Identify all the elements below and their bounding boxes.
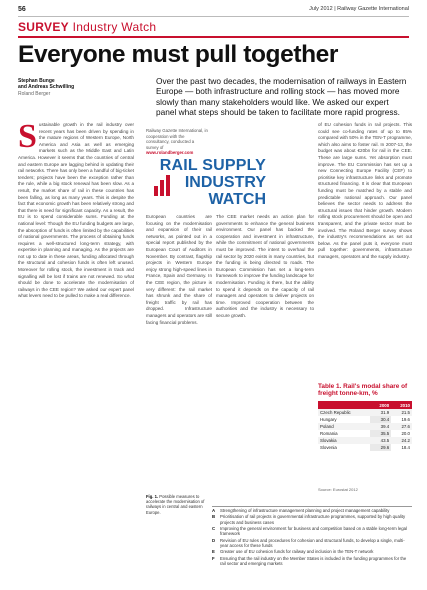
recommendations-list bbox=[212, 508, 412, 567]
rec-letter: D bbox=[212, 537, 216, 543]
author-second: Andreas Schwilling bbox=[28, 84, 75, 91]
table-cell-2010: 18.4 bbox=[401, 445, 410, 450]
table-header-2000: 2000 bbox=[370, 401, 391, 409]
table-header-2010: 2010 bbox=[391, 401, 412, 409]
table-cell-2000: 31.9 bbox=[370, 409, 391, 416]
table-cell-country: Slovenia bbox=[320, 445, 337, 450]
body-column-2: European countries are focusing on the modernisation and expansion of their rail networks, as pointed out in a special report published by the European Court of Auditors in November. By contrast, flagship projects in Western Europe enjoy strong high-speed lines in France, Spain and Germany. In the CEE region, the picture is very different: the rail market has shrunk and the share of freight traffic by rail has dropped. Infrastructure managers and operators are still facing financial problems. bbox=[146, 214, 212, 325]
table-row bbox=[318, 430, 412, 437]
body-column-1-text: ustainable growth in the rail industry over recent years has been driven by spending in the mature regions of Western Europe, North America and Asia as well as emerging markets such as the Middle East and Latin America. However it seems that the countries of central and eastern Europe are lagging behind in updating their rail networks. There has only been a handful of big-ticket tenders; projects have been the exception rather than the rule, while a big stock renewal has been slow. As a result, the market share of rail in these countries has been falling, as long as many years. This is despite the fact that economic growth has been relatively strong and that there is need for significant capacity. As a result, the EU is to spend considerable sums. Funding at the national level: Though the EU funding budgets are large, the absorption of funds is often limited by the capabilities of national governments. The process of obtaining funds requires a well-structured long-term strategy, with expertise in planning and managing. As the projects are not up to date in these areas, funding allocated through the structural and cohesion funds is often left unused. Moreover for rolling stock, the investment in track and signalling will be lost if trains are not renewed. So what should be done to accelerate the modernisation of railways in the CEE region? We asked our expert panel what levers need to be pulled to make a real difference. bbox=[18, 122, 134, 299]
figure-caption-text: Possible measures to accelerate the modernisation of railways in central and eastern Europe. bbox=[146, 494, 205, 515]
section-name: SURVEY bbox=[18, 20, 69, 34]
list-item bbox=[212, 508, 412, 513]
table-cell-2000: 43.5 bbox=[370, 437, 391, 444]
rec-text: Improving the general environment for business and competition based on a stable long-term legal framework bbox=[220, 525, 408, 537]
logo-line-1: RAIL SUPPLY bbox=[159, 157, 266, 174]
headline: Everyone must pull together bbox=[18, 41, 339, 68]
issue-line: July 2012 | Railway Gazette International bbox=[309, 6, 409, 12]
table-cell-2010: 19.6 bbox=[401, 417, 410, 422]
table-cell-2010: 24.2 bbox=[391, 437, 412, 444]
author-and: and bbox=[18, 84, 27, 91]
table-cell-country: Czech Republic bbox=[318, 409, 370, 416]
author-role: Roland Berger bbox=[18, 90, 51, 97]
table-cell-2000: 35.5 bbox=[370, 430, 391, 437]
table-row bbox=[318, 437, 412, 444]
header-rule bbox=[18, 16, 409, 17]
table-cell-country: Romania bbox=[320, 431, 338, 436]
table-cell-country: Slovakia bbox=[318, 437, 370, 444]
section-subname: Industry Watch bbox=[72, 20, 157, 34]
rec-letter: A bbox=[212, 508, 216, 513]
section-label bbox=[18, 20, 156, 34]
recommendations-rule bbox=[212, 506, 412, 507]
table-row bbox=[318, 416, 412, 423]
section-rule bbox=[18, 36, 409, 38]
rec-letter: C bbox=[212, 525, 216, 531]
rec-text: Revision of EU rules and procedures for cohesion and structural funds, to develop a single, multi-year access for these funds bbox=[220, 537, 405, 548]
table-cell-2010: 20.0 bbox=[401, 431, 410, 436]
table-cell-2010: 27.6 bbox=[391, 423, 412, 430]
table-cell-country: Poland bbox=[318, 423, 370, 430]
modal-share-table bbox=[318, 401, 412, 451]
table-header-row bbox=[318, 401, 412, 409]
rec-letter: B bbox=[212, 514, 216, 520]
table-row bbox=[318, 409, 412, 416]
rec-letter: F bbox=[212, 555, 215, 561]
body-column-1 bbox=[18, 122, 134, 590]
table-cell-2000: 29.6 bbox=[370, 444, 391, 451]
list-item bbox=[212, 549, 412, 554]
page-number: 56 bbox=[18, 6, 26, 13]
figure-label: Fig. 1. bbox=[146, 494, 159, 499]
author-1: Stephan Bunge bbox=[18, 78, 55, 84]
table-row bbox=[318, 444, 412, 451]
rec-text: Ensuring that the rail industry on the Member States is included in the funding programmes for the rail sector and emerging markets bbox=[220, 555, 407, 566]
byline bbox=[18, 78, 158, 97]
recommendations-panel bbox=[146, 494, 412, 584]
table-cell-2000: 39.4 bbox=[370, 423, 391, 430]
sidenote-link[interactable]: www.rolandberger.com bbox=[146, 150, 194, 156]
table-row bbox=[318, 423, 412, 430]
list-item bbox=[212, 556, 412, 566]
table-title: Table 1. Rail's modal share of freight tonne-km, % bbox=[318, 383, 408, 398]
list-item bbox=[212, 514, 412, 524]
rec-letter: E bbox=[212, 549, 215, 555]
table-cell-2000: 30.4 bbox=[370, 416, 391, 423]
rec-text: Prioritisation of rail projects in governmental infrastructure programmes, supported by high quality projects and business cases bbox=[220, 514, 406, 525]
logo-bars-icon bbox=[152, 174, 192, 198]
table-cell-country: Hungary bbox=[320, 417, 337, 422]
figure-caption bbox=[146, 494, 212, 515]
standfirst: Over the past two decades, the modernisation of railways in Eastern Europe — both infrastructure and rolling stock — has moved more slowly than many stakeholders would like. We asked our expert panel what steps should be taken to facilitate more rapid progress. bbox=[156, 76, 407, 117]
list-item bbox=[212, 538, 412, 548]
sidenote-text: Railway Gazette International, in cooperation with the consultancy, conducted a survey of bbox=[146, 128, 208, 150]
body-column-4: of EU cohesion funds in rail projects. This could see co-funding rates of up to 85% compared with 50% in the TEN-T programme, which also aims to foster rail. In 2007-13, the budget was about €20bn for rail in the CEE. These are large sums. Yet absorption must improve. The EU Commission has set up a new Connecting Europe Facility (CEF) to prioritise key infrastructure links and promote structured financing. It is clear that European funding must be matched by a stable and predictable national approach. Our panel believes the sector needs to address the structural issues that hinder growth. Modern rolling stock procurement should be open and transparent, and the private sector must be involved. The Roland Berger survey shows the industry's recommendations as set out below. As the panel puts it, everyone must pull together: governments, infrastructure managers, operators and the supply industry. bbox=[318, 122, 412, 259]
list-item bbox=[212, 526, 412, 536]
table-header-country bbox=[318, 401, 370, 409]
logo-line-2: INDUSTRY WATCH bbox=[184, 174, 266, 208]
table-cell-2010: 21.5 bbox=[391, 409, 412, 416]
drop-cap: S bbox=[18, 122, 37, 155]
survey-sidenote bbox=[146, 128, 208, 156]
body-column-3: The CEE market needs an action plan for governments to enhance the general business environment. Our panel has backed the cooperation and investment in infrastructure, while the commitment of national governments must be improved. The intent to overhaul the rail sector by 2020 exists in many countries, but the funding is being directed to roads. The European Commission has set a long-term framework to improve the funding landscape for modernisation. Funding is there, but the ability to spend it depends on the capacity of rail managers and operators to deliver projects on time. Improved cooperation between the authorities and the industry is necessary to secure growth. bbox=[216, 214, 314, 318]
rec-text: Greater use of EU cohesion funds for railway and inclusion in the TEN-T network bbox=[220, 549, 374, 555]
table-source: Source: Eurostat 2012 bbox=[318, 487, 358, 492]
rec-text: Strengthening of infrastructure management planning and project management capability bbox=[220, 508, 390, 513]
